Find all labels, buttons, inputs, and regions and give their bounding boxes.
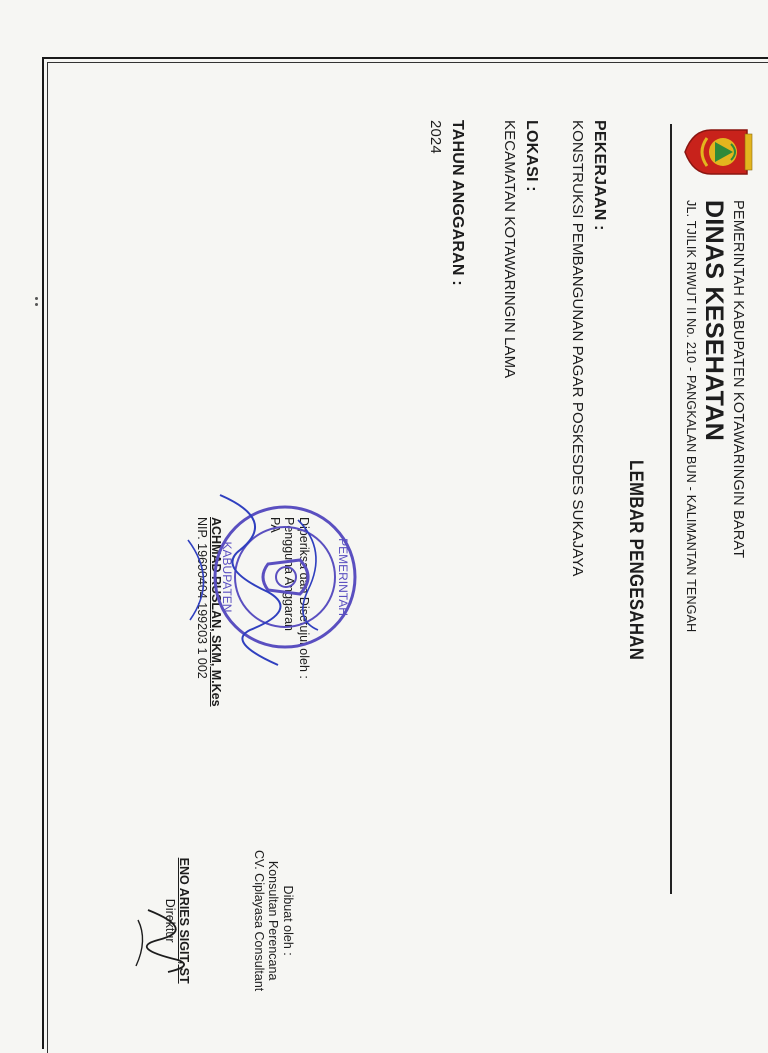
tahun-anggaran-label: TAHUN ANGGARAN : [449, 120, 466, 286]
kotawaringin-barat-emblem-icon [683, 124, 755, 180]
maker-line-1: Dibuat oleh : [281, 885, 295, 956]
header-divider [670, 124, 672, 894]
scan-speck [35, 303, 38, 306]
page-title: LEMBAR PENGESAHAN [625, 460, 646, 661]
approval-line-1: Diperiksa dan Disetujui oleh : [297, 517, 311, 679]
maker-name: ENO ARIES SIGIT, ST [177, 857, 192, 984]
maker-role: Direktur [163, 898, 177, 943]
approval-line-2: Pengguna Anggaran [282, 517, 297, 631]
maker-line-3: CV. Ciplayasa Consultant [252, 850, 266, 992]
tahun-anggaran-value: 2024 [427, 120, 444, 154]
agency-name: DINAS KESEHATAN [700, 200, 728, 442]
approval-line-3: PA [268, 517, 282, 533]
lokasi-value: KECAMATAN KOTAWARINGIN LAMA [501, 120, 518, 379]
maker-line-2: Konsultan Perencana [266, 860, 281, 981]
svg-text:KABUPATEN: KABUPATEN [220, 541, 234, 613]
lokasi-label: LOKASI : [523, 120, 540, 192]
maker-signature-icon [118, 900, 208, 980]
approver-name: ACHMAD RUSLAN, SKM, M.Kes [209, 517, 224, 707]
pekerjaan-value: KONSTRUKSI PEMBANGUNAN PAGAR POSKESDES SUKAJAYA [569, 120, 586, 577]
pekerjaan-label: PEKERJAAN : [591, 120, 608, 231]
scan-speck [35, 297, 38, 300]
svg-text:PEMERINTAH: PEMERINTAH [336, 538, 350, 616]
approval-sheet [53, 110, 768, 1010]
approver-signature-icon [178, 480, 338, 680]
approver-nip: NIP. 19690404 199203 1 002 [195, 517, 209, 679]
government-name: PEMERINTAH KABUPATEN KOTAWARINGIN BARAT [730, 200, 746, 559]
agency-address: JL. TJILIK RIWUT II No. 210 - PANGKALAN BUN - KALIMANTAN TENGAH [684, 200, 698, 633]
